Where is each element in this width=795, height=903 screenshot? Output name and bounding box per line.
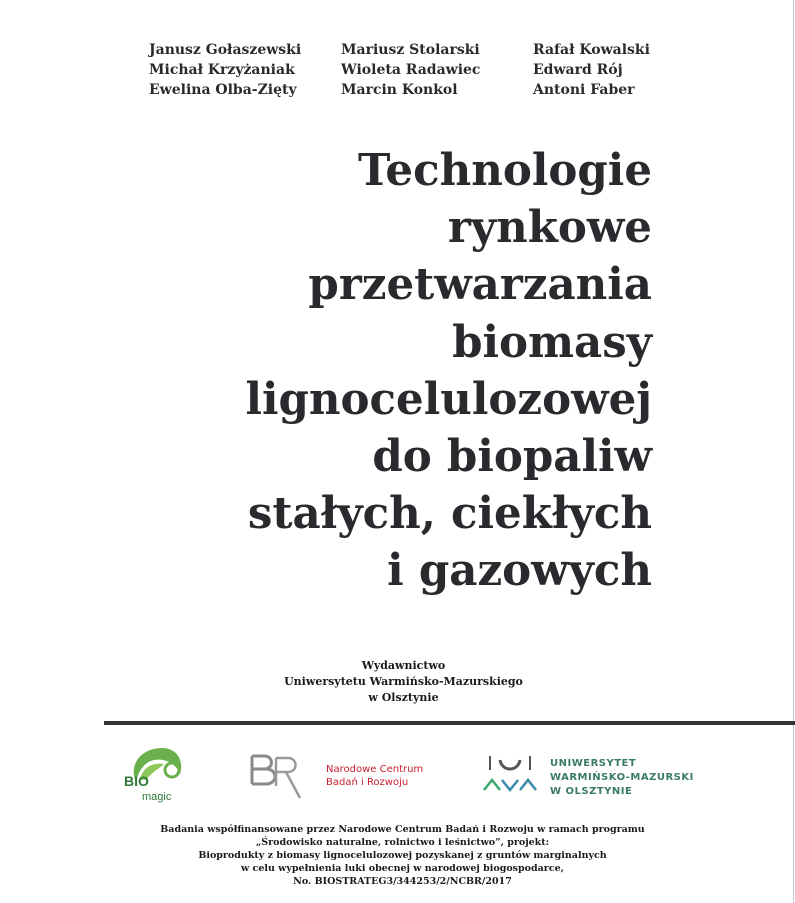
book-title [92, 142, 652, 600]
author-name: Ewelina Olba-Zięty [149, 82, 297, 98]
funding-line: Bioprodukty z biomasy lignocelulozowej pozyskanej z gruntów marginalnych [198, 850, 607, 861]
title-line: lignocelulozowej [245, 373, 652, 425]
publisher-block [0, 658, 795, 706]
funding-line: Badania współfinansowane przez Narodowe Centrum Badań i Rozwoju w ramach programu [160, 824, 645, 835]
ncbr-line1: Narodowe Centrum [326, 764, 424, 775]
title-line: rynkowe [447, 202, 652, 254]
title-line: biomasy [452, 316, 652, 368]
uwm-line2: WARMIŃSKO-MAZURSKI [550, 772, 694, 783]
authors-column-3 [533, 40, 650, 100]
ncbr-label [326, 763, 423, 789]
uwm-line3: W OLSZTYNIE [550, 786, 633, 797]
divider-rule [104, 721, 795, 725]
authors-column-1 [149, 40, 301, 100]
title-line: stałych, ciekłych [247, 488, 652, 540]
funding-line: „Środowisko naturalne, rolnictwo i leśnictwo”, projekt: [255, 837, 550, 848]
biomagic-logo [122, 742, 186, 804]
funding-line: No. BIOSTRATEG3/344253/2/NCBR/2017 [293, 876, 512, 887]
author-name: Wioleta Radawiec [341, 62, 481, 78]
title-line: Technologie [358, 145, 652, 196]
publisher-line: Wydawnictwo [361, 659, 446, 672]
title-line: do biopaliw [372, 431, 652, 483]
ncbr-line2: Badań i Rozwoju [326, 777, 409, 788]
uwm-label [550, 757, 694, 799]
author-name: Antoni Faber [533, 82, 635, 98]
biomagic-line2: magic [142, 791, 172, 803]
uwm-emblem-icon [482, 752, 542, 798]
title-line: i gazowych [387, 545, 652, 597]
publisher-line: w Olsztynie [368, 691, 439, 704]
ncbr-logo [246, 746, 426, 806]
funding-line: w celu wypełnienia luki obecnej w narodowej biogospodarce, [241, 863, 564, 874]
author-name: Janusz Gołaszewski [149, 42, 302, 58]
authors-column-2 [341, 40, 480, 100]
biomagic-line1: BIO [124, 773, 149, 789]
page-edge [793, 0, 794, 903]
author-name: Michał Krzyżaniak [149, 62, 295, 78]
publisher-line: Uniwersytetu Warmińsko-Mazurskiego [284, 675, 523, 688]
author-name: Mariusz Stolarski [341, 42, 480, 58]
ncbr-br-icon [246, 746, 322, 806]
biomagic-leaf-icon [122, 742, 186, 804]
author-name: Rafał Kowalski [533, 42, 650, 58]
uwm-logo [482, 752, 702, 802]
author-name: Marcin Konkol [341, 82, 458, 98]
author-name: Edward Rój [533, 62, 623, 78]
funding-note [0, 823, 795, 888]
title-line: przetwarzania [308, 259, 652, 311]
uwm-line1: UNIWERSYTET [550, 758, 637, 769]
